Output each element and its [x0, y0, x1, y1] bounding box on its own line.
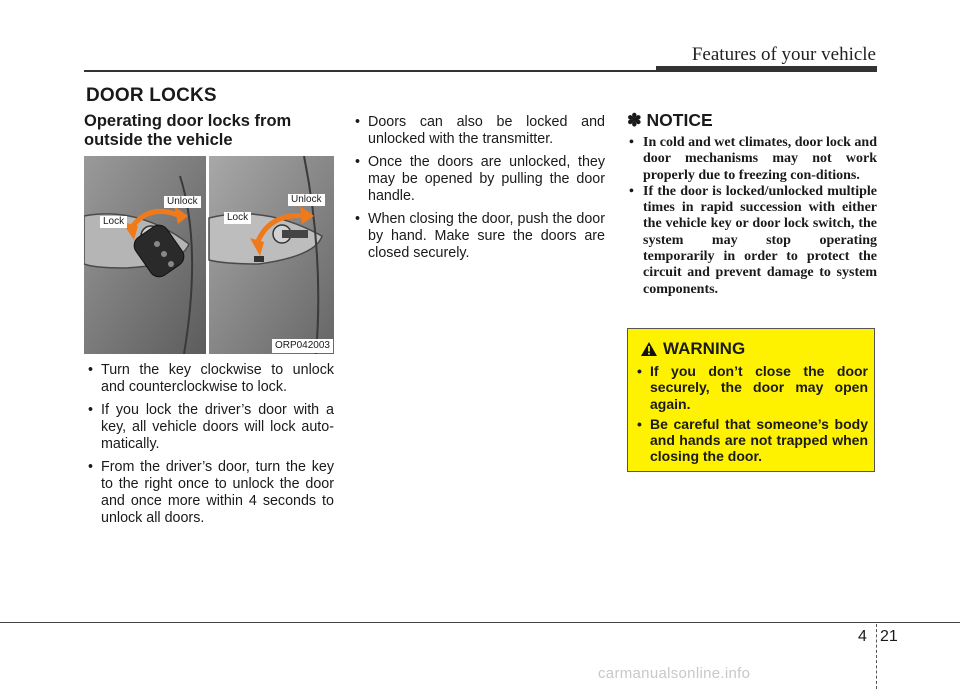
- page-number: 21: [880, 628, 898, 645]
- header-rule-accent: [656, 66, 877, 72]
- left-unlock-label: Unlock: [164, 196, 201, 208]
- chapter-number: 4: [858, 628, 867, 645]
- warning-list: [636, 363, 868, 469]
- additional-bullets: [353, 114, 605, 268]
- warning-box: [627, 328, 875, 472]
- section-title: DOOR LOCKS: [86, 85, 217, 106]
- operation-bullets: [86, 362, 334, 533]
- warning-title: WARNING: [663, 339, 746, 358]
- list-item: • If you lock the driver’s door with a key, all vehicle doors will lock auto-matically.: [86, 402, 334, 453]
- watermark: carmanualsonline.info: [598, 665, 751, 682]
- notice-title: ✽ NOTICE: [627, 110, 713, 130]
- footer-rule: [0, 622, 960, 623]
- door-lock-figure: [84, 156, 334, 354]
- list-item: • Once the doors are unlocked, they may be opened by pulling the door handle.: [353, 154, 605, 205]
- right-lock-label: Lock: [224, 212, 251, 224]
- notice-item: • In cold and wet climates, door lock and door mechanisms may not work properly due to freezing con-ditions.: [627, 135, 877, 184]
- figure-code: ORP042003: [272, 339, 333, 353]
- warning-header: [640, 339, 745, 359]
- list-item: • Doors can also be locked and unlocked with the transmitter.: [353, 114, 605, 148]
- right-unlock-label: Unlock: [288, 194, 325, 206]
- warning-item: • Be careful that someone’s body and hands are not trapped when closing the door.: [636, 416, 868, 465]
- notice-list: [627, 135, 877, 298]
- warning-item: • If you don’t close the door securely, the door may open again.: [636, 363, 868, 412]
- warning-triangle-icon: [640, 341, 658, 357]
- page-number-divider: [876, 624, 877, 689]
- list-item: • When closing the door, push the door by hand. Make sure the doors are closed securely.: [353, 211, 605, 262]
- left-lock-label: Lock: [100, 216, 127, 228]
- list-item: • Turn the key clockwise to unlock and counterclockwise to lock.: [86, 362, 334, 396]
- header-title: Features of your vehicle: [691, 44, 876, 65]
- subheading: Operating door locks from outside the vehicle: [84, 112, 292, 149]
- list-item: • From the driver’s door, turn the key to the right once to unlock the door and once more within 4 seconds to unlock all doors.: [86, 459, 334, 527]
- notice-item: • If the door is locked/unlocked multiple times in rapid succession with either the vehicle key or door lock switch, the system may stop operating temporarily in order to protect the circuit and prevent damage to system components.: [627, 184, 877, 298]
